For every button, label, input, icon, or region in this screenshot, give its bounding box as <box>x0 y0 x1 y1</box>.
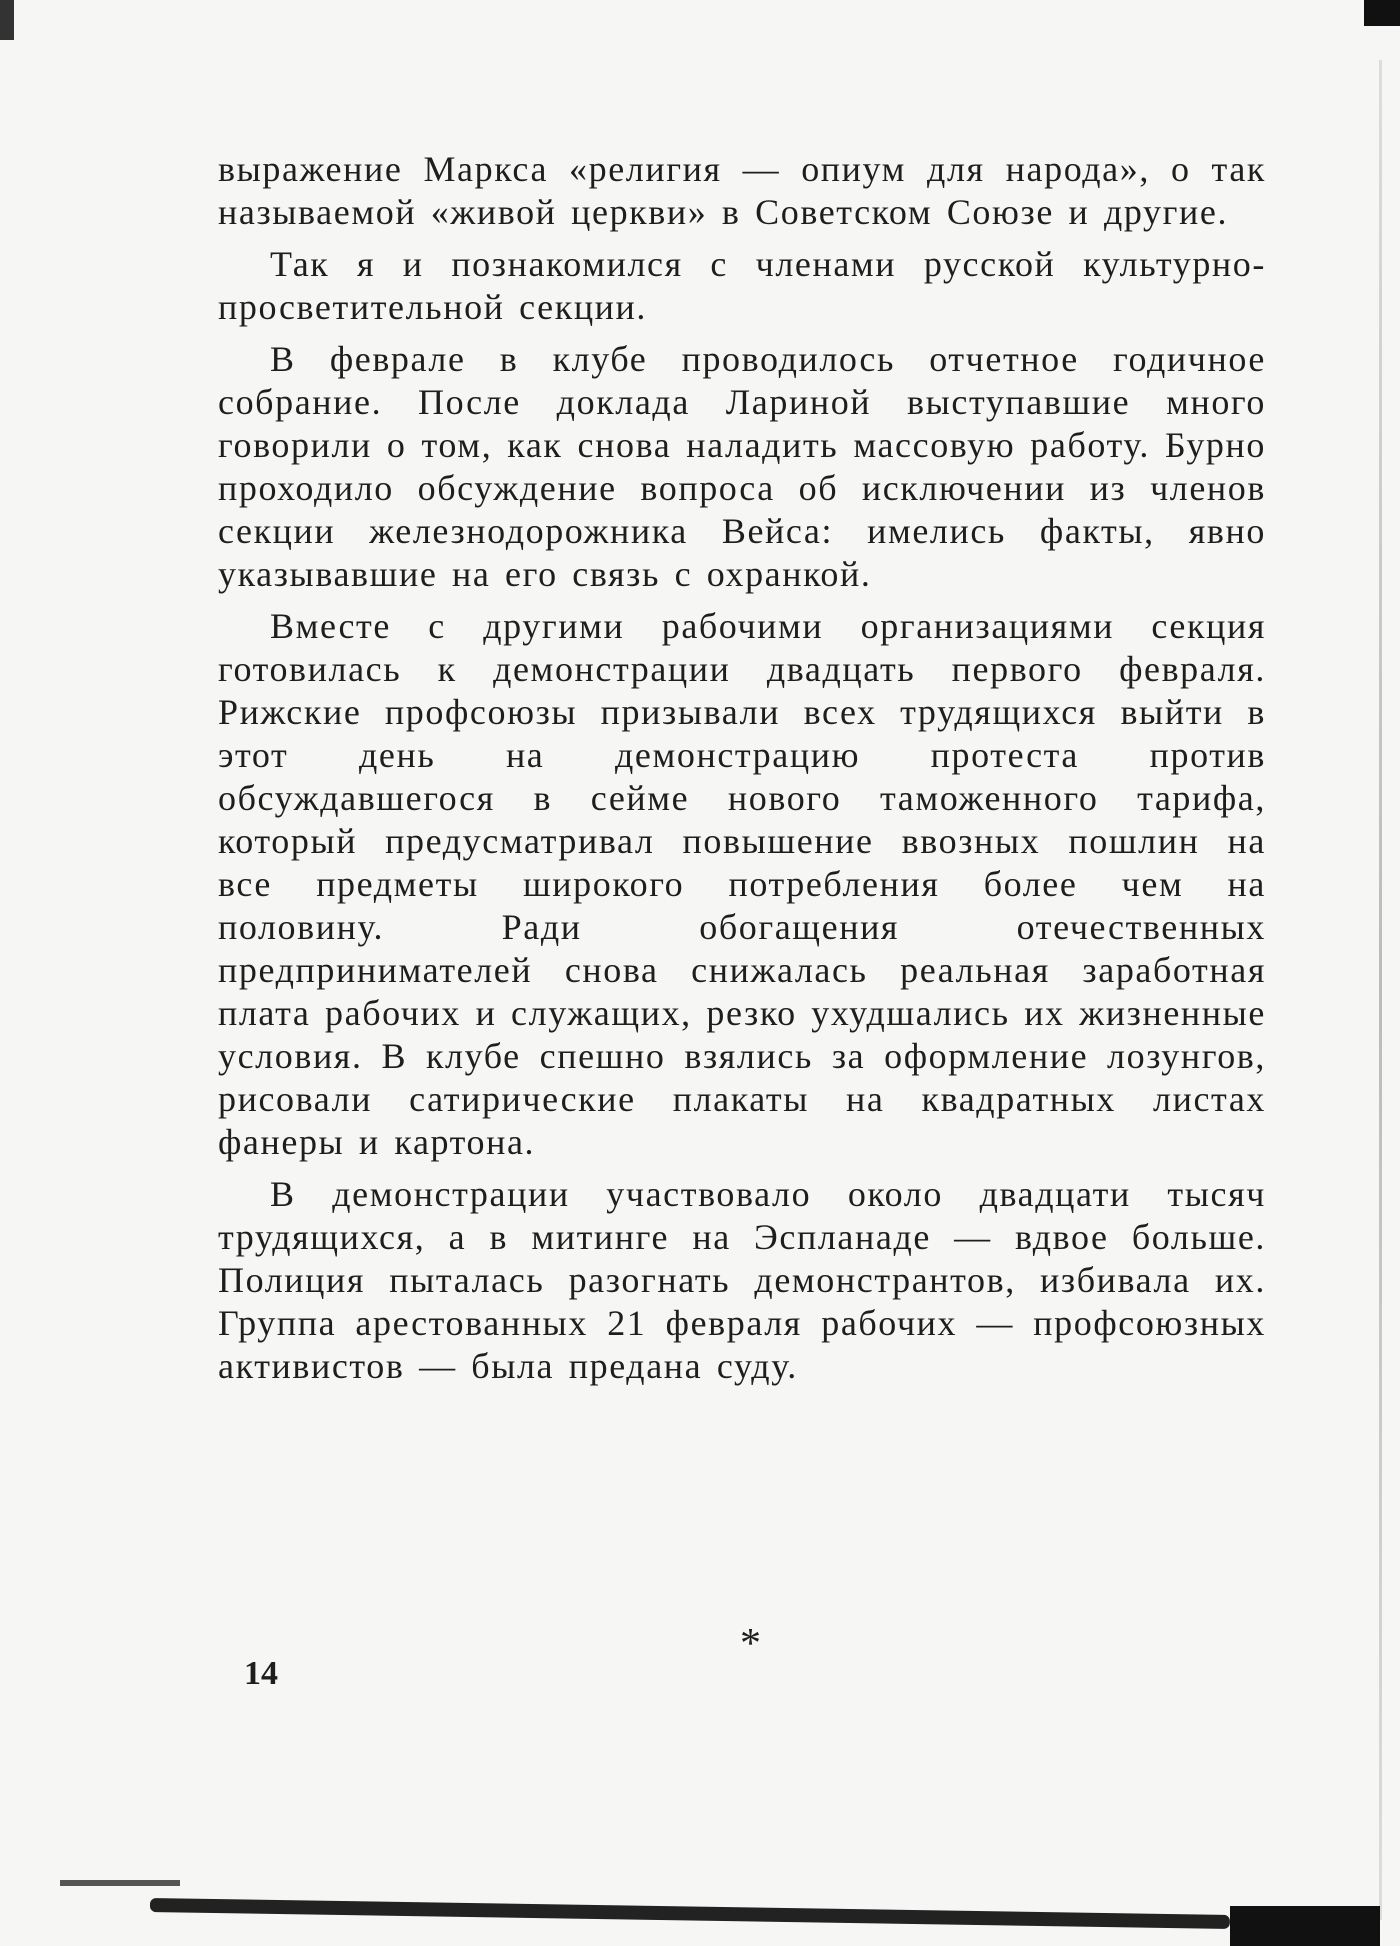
page-number: 14 <box>244 1655 278 1692</box>
paragraph-2: Так я и познакомился с членами русской культурно-просветительной секции. <box>218 244 1266 327</box>
section-separator: * <box>740 1621 761 1667</box>
scan-edge-bottom-right <box>1230 1906 1380 1946</box>
body-text <box>218 148 1266 1397</box>
paragraph-5: В демонстрации участвовало около двадцати тысяч трудящихся, а в митинге на Эспланаде — вдвое больше. Полиция пыталась разогнать демонстрантов, избивала их. Группа арестованных 21 февраля рабочих — профсоюзных активистов — была предана суду. <box>218 1174 1266 1386</box>
paragraph-1: выражение Маркса «религия — опиум для народа», о так называемой «живой церкви» в Советском Союзе и другие. <box>218 149 1266 232</box>
scan-edge-right <box>1379 60 1382 1920</box>
scan-edge-bottom-left <box>60 1880 180 1886</box>
scan-edge-top-right <box>1364 0 1400 26</box>
paragraph-3: В феврале в клубе проводилось отчетное годичное собрание. После доклада Лариной выступавшие много говорили о том, как снова наладить массовую работу. Бурно проходило обсуждение вопроса об исключении из членов секции железнодорожника Вейса: имелись факты, явно указывавшие на его связь с охранкой. <box>218 339 1266 594</box>
scan-edge-bottom <box>150 1898 1230 1929</box>
paragraph-4: Вместе с другими рабочими организациями секция готовилась к демонстрации двадцать первого февраля. Рижские профсоюзы призывали всех трудящихся выйти в этот день на демонстрацию протеста против обсуждавшегося в сейме нового таможенного тарифа, который предусматривал повышение ввозных пошлин на все предметы широкого потребления более чем на половину. Ради обогащения отечественных предпринимателей снова снижалась реальная заработная плата рабочих и служащих, резко ухудшались их жизненные условия. В клубе спешно взялись за оформление лозунгов, рисовали сатирические плакаты на квадратных листах фанеры и картона. <box>218 606 1266 1162</box>
scan-edge-top-left <box>0 0 14 40</box>
